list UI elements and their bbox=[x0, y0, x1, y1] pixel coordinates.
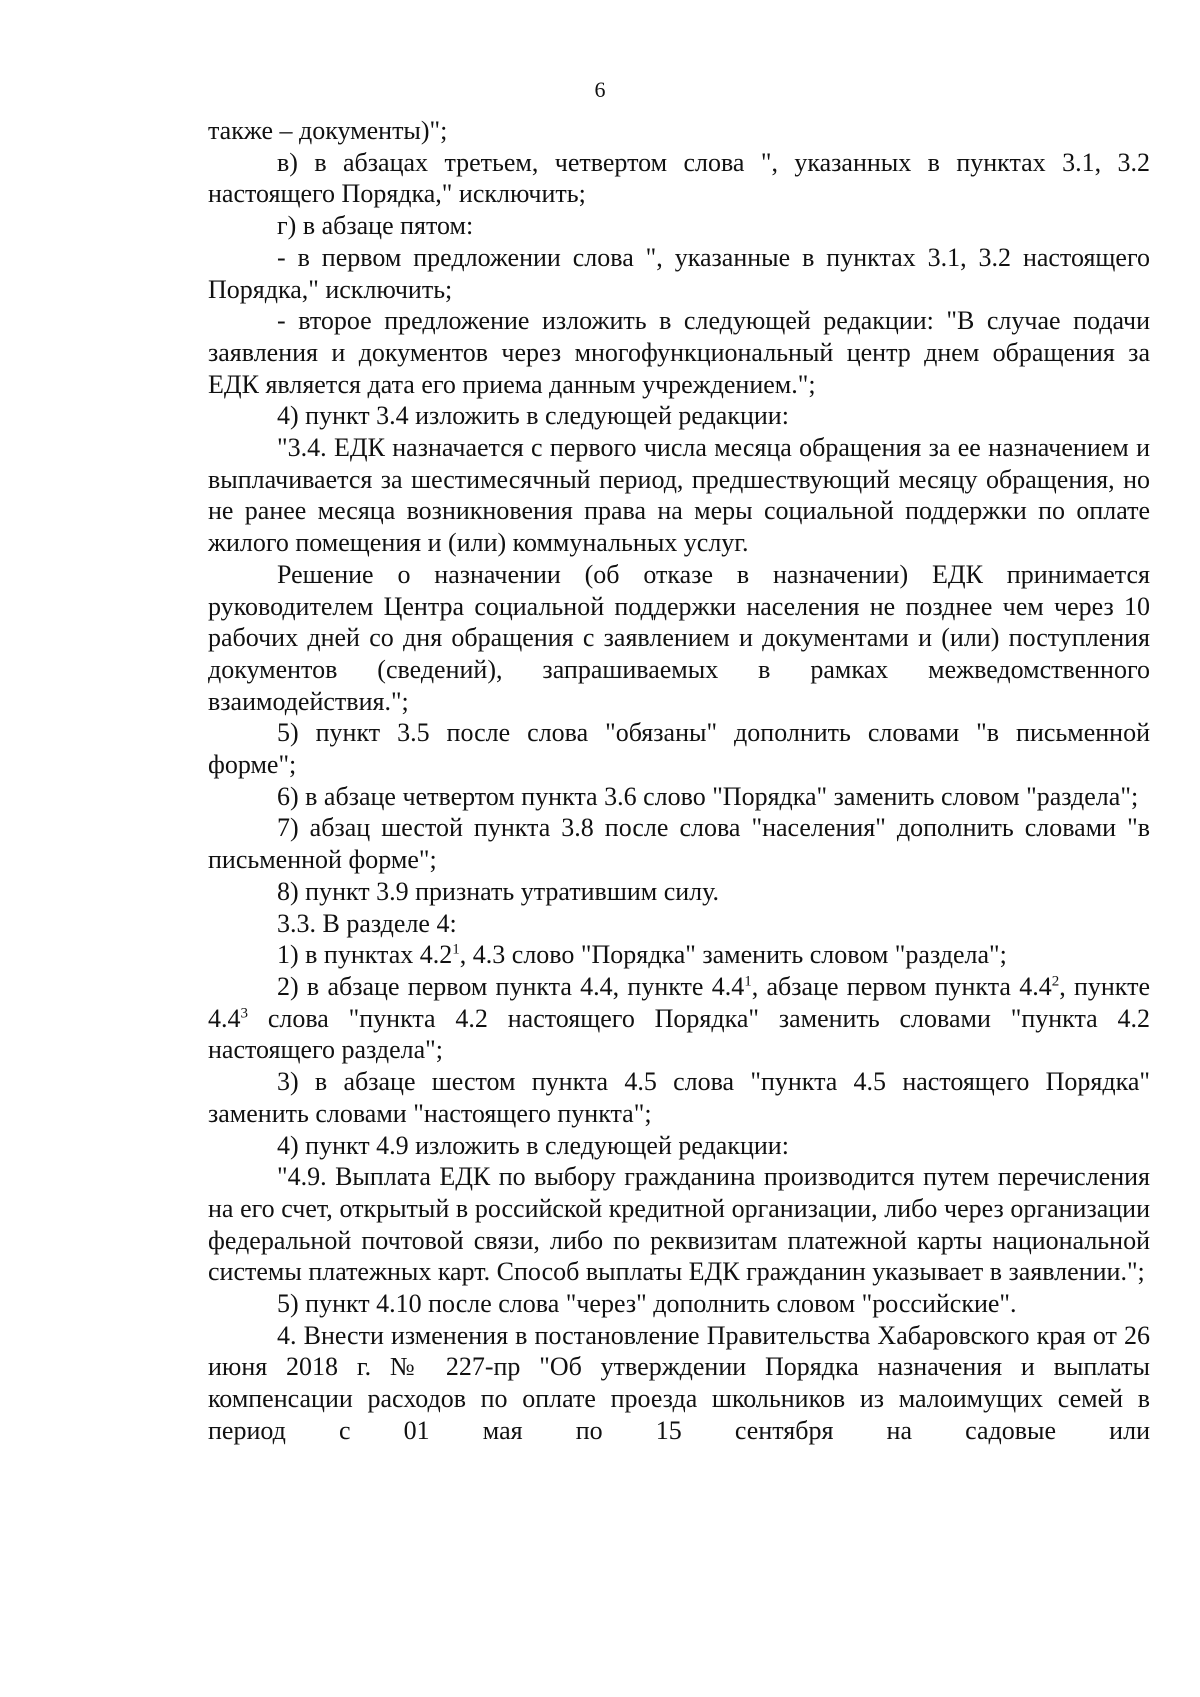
paragraph: - второе предложение изложить в следующей редакции: "В случае подачи заявления и документов через многофункциональный центр днем обращения за ЕДК является дата его приема данным учреждением."; bbox=[208, 306, 1150, 399]
superscript: 2 bbox=[1051, 973, 1060, 990]
paragraph: г) в абзаце пятом: bbox=[277, 211, 474, 241]
paragraph: в) в абзацах третьем, четвертом слова ", указанных в пунктах 3.1, 3.2 настоящего Порядка," исключить; bbox=[208, 147, 1150, 209]
paragraph-with-superscript bbox=[208, 939, 1150, 971]
paragraph: 4) пункт 4.9 изложить в следующей редакции: bbox=[277, 1130, 789, 1160]
text-run: , 4.3 слово "Порядка" заменить словом "раздела"; bbox=[459, 940, 1007, 970]
paragraph: 4. Внести изменения в постановление Правительства Хабаровского края от 26 июня 2018 г. № 227-пр "Об утверждении Порядка назначения и выплаты компенсации расходов по оплате проезда школьников из малоимущих семей в период с 01 мая по 15 сентября на садовые или bbox=[208, 1320, 1150, 1445]
paragraph-with-superscript bbox=[208, 971, 1150, 1066]
paragraph: - в первом предложении слова ", указанные в пунктах 3.1, 3.2 настоящего Порядка," исключить; bbox=[208, 242, 1150, 304]
paragraph: 5) пункт 3.5 после слова "обязаны" дополнить словами "в письменной форме"; bbox=[208, 718, 1150, 780]
text-run: , абзаце первом пункта 4.4 bbox=[751, 971, 1052, 1001]
paragraph: 5) пункт 4.10 после слова "через" дополнить словом "российские". bbox=[277, 1289, 1017, 1319]
superscript: 1 bbox=[744, 973, 752, 990]
paragraph: Решение о назначении (об отказе в назначении) ЕДК принимается руководителем Центра социальной поддержки населения не позднее чем через 10 рабочих дней со дня обращения с заявлением и документами и (или) поступления документов (сведений), запрашиваемых в рамках межведомственного взаимодействия."; bbox=[208, 559, 1150, 716]
paragraph: 4) пункт 3.4 изложить в следующей редакции: bbox=[277, 401, 789, 431]
paragraph: 7) абзац шестой пункта 3.8 после слова "населения" дополнить словами "в письменной форме"; bbox=[208, 813, 1150, 875]
document-body bbox=[208, 115, 1150, 1447]
paragraph: "4.9. Выплата ЕДК по выбору гражданина производится путем перечисления на его счет, открытый в российской кредитной организации, либо через организации федеральной почтовой связи, либо по реквизитам платежной карты национальной системы платежных карт. Способ выплаты ЕДК гражданин указывает в заявлении."; bbox=[208, 1162, 1150, 1287]
section-heading: 3.3. В разделе 4: bbox=[277, 908, 457, 938]
paragraph: также – документы)"; bbox=[208, 116, 448, 145]
paragraph: 8) пункт 3.9 признать утратившим силу. bbox=[277, 876, 720, 906]
page-number: 6 bbox=[594, 77, 606, 102]
text-run: , пункте 4.4 bbox=[208, 971, 1150, 1033]
superscript: 3 bbox=[240, 1005, 248, 1022]
paragraph: 3) в абзаце шестом пункта 4.5 слова "пункта 4.5 настоящего Порядка" заменить словами "настоящего пункта"; bbox=[208, 1067, 1150, 1128]
paragraph: 6) в абзаце четвертом пункта 3.6 слово "Порядка" заменить словом "раздела"; bbox=[277, 781, 1139, 811]
text-run: 2) в абзаце первом пункта 4.4, пункте 4.4 bbox=[277, 971, 745, 1001]
text-run: 1) в пунктах 4.2 bbox=[277, 940, 453, 970]
text-run: слова "пункта 4.2 настоящего Порядка" заменить словами "пункта 4.2 настоящего раздела"; bbox=[208, 1003, 1150, 1065]
superscript: 1 bbox=[452, 941, 460, 958]
paragraph: "3.4. ЕДК назначается с первого числа месяца обращения за ее назначением и выплачивается за шестимесячный период, предшествующий месяцу обращения, но не ранее месяца возникновения права на меры социальной поддержки по оплате жилого помещения и (или) коммунальных услуг. bbox=[208, 433, 1150, 558]
